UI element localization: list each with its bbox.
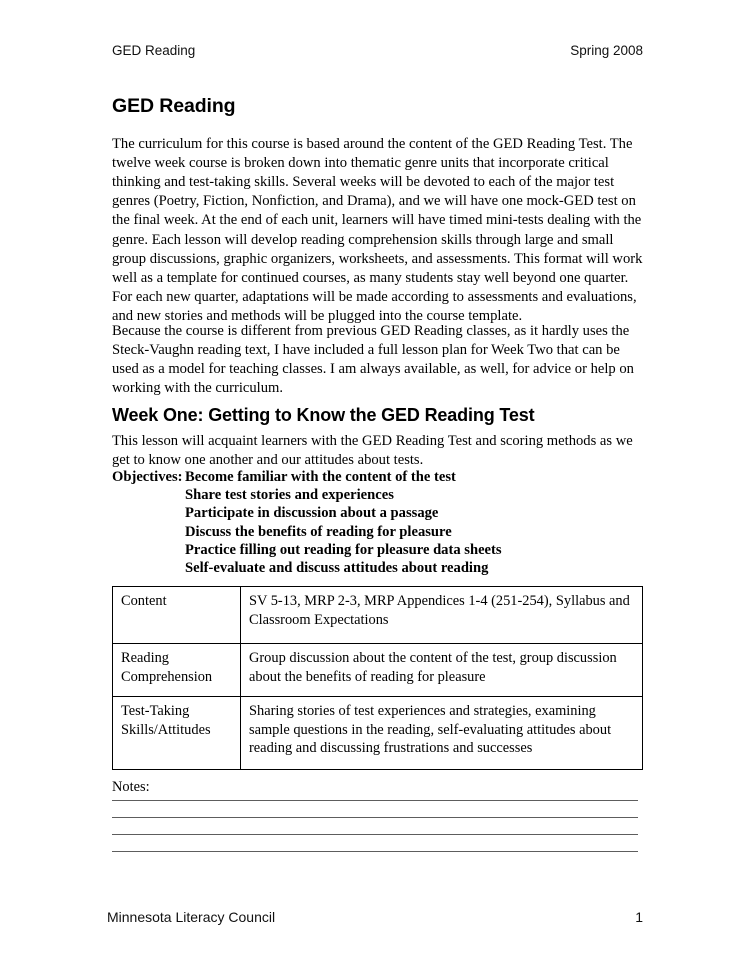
note-line (112, 800, 638, 801)
notes-ruled-lines (112, 800, 638, 868)
section-heading-week-one: Week One: Getting to Know the GED Reading Test (112, 404, 535, 425)
note-line (112, 817, 638, 818)
objective-item: Participate in discussion about a passage (185, 505, 439, 522)
objective-item: Self-evaluate and discuss attitudes about reading (185, 560, 489, 577)
objective-item: Practice filling out reading for pleasure data sheets (185, 541, 502, 558)
table-cell-label (113, 697, 241, 770)
objective-item: Share test stories and experiences (185, 487, 394, 504)
table-row-value: Group discussion about the content of the test, group discussion about the benefits of reading for pleasure (249, 650, 617, 685)
note-line (112, 834, 638, 835)
running-header (112, 43, 643, 59)
table-cell-label (113, 587, 241, 644)
objectives-label: Objectives: (112, 469, 183, 485)
objectives-list (185, 468, 643, 577)
table-row-label: Reading Comprehension (121, 650, 213, 685)
table-row (113, 587, 643, 644)
lesson-plan-table (112, 586, 643, 770)
table-cell-value (241, 587, 643, 644)
header-course-name: GED Reading (112, 43, 196, 58)
table-cell-value (241, 644, 643, 697)
table-cell-value (241, 697, 643, 770)
section-lead-week-one: This lesson will acquaint learners with the GED Reading Test and scoring methods as we get to know one another and our attitudes about tests. (112, 432, 633, 468)
note-line (112, 851, 638, 852)
table-row-label: Test-Taking Skills/Attitudes (121, 703, 211, 738)
objective-item: Discuss the benefits of reading for pleasure (185, 523, 452, 540)
objective-item: Become familiar with the content of the test (185, 469, 456, 485)
objectives-block (112, 468, 643, 577)
notes-label: Notes: (112, 779, 150, 795)
paragraph-lesson-plan-note: Because the course is different from previous GED Reading classes, as it hardly uses the Steck-Vaughn reading text, I have included a full lesson plan for Week Two that can be used as a model for teaching classes. I am always available, as well, for advice or help on working with the curriculum. (112, 322, 634, 397)
header-term: Spring 2008 (570, 43, 643, 58)
table-row (113, 644, 643, 697)
table-row-value: SV 5-13, MRP 2-3, MRP Appendices 1-4 (251-254), Syllabus and Classroom Expectations (249, 593, 630, 628)
footer-page-number: 1 (635, 909, 643, 925)
table-cell-label (113, 644, 241, 697)
running-footer (107, 909, 643, 926)
table-row (113, 697, 643, 770)
paragraph-curriculum-overview: The curriculum for this course is based around the content of the GED Reading Test. The twelve week course is broken down into thematic genre units that incorporate critical thinking and test-taking skills. Several weeks will be devoted to each of the major test genres (Poetry, Fiction, Nonfiction, and Drama), and we will have one mock-GED test on the final week. At the end of each unit, learners will have timed mini-tests dealing with the genre. Each lesson will develop reading comprehension skills through large and small group discussions, graphic organizers, worksheets, and assessments. This format will work well as a template for continued courses, as many students stay well beyond one quarter. For each new quarter, adaptations will be made according to assessments and evaluations, and new stories and methods will be plugged into the course template. (112, 135, 643, 325)
table-row-value: Sharing stories of test experiences and strategies, examining sample questions in the reading, self-evaluating attitudes about reading and discussing frustrations and successes (249, 703, 612, 757)
page-title: GED Reading (112, 95, 236, 118)
footer-organization: Minnesota Literacy Council (107, 909, 276, 925)
table-row-label: Content (121, 593, 167, 609)
